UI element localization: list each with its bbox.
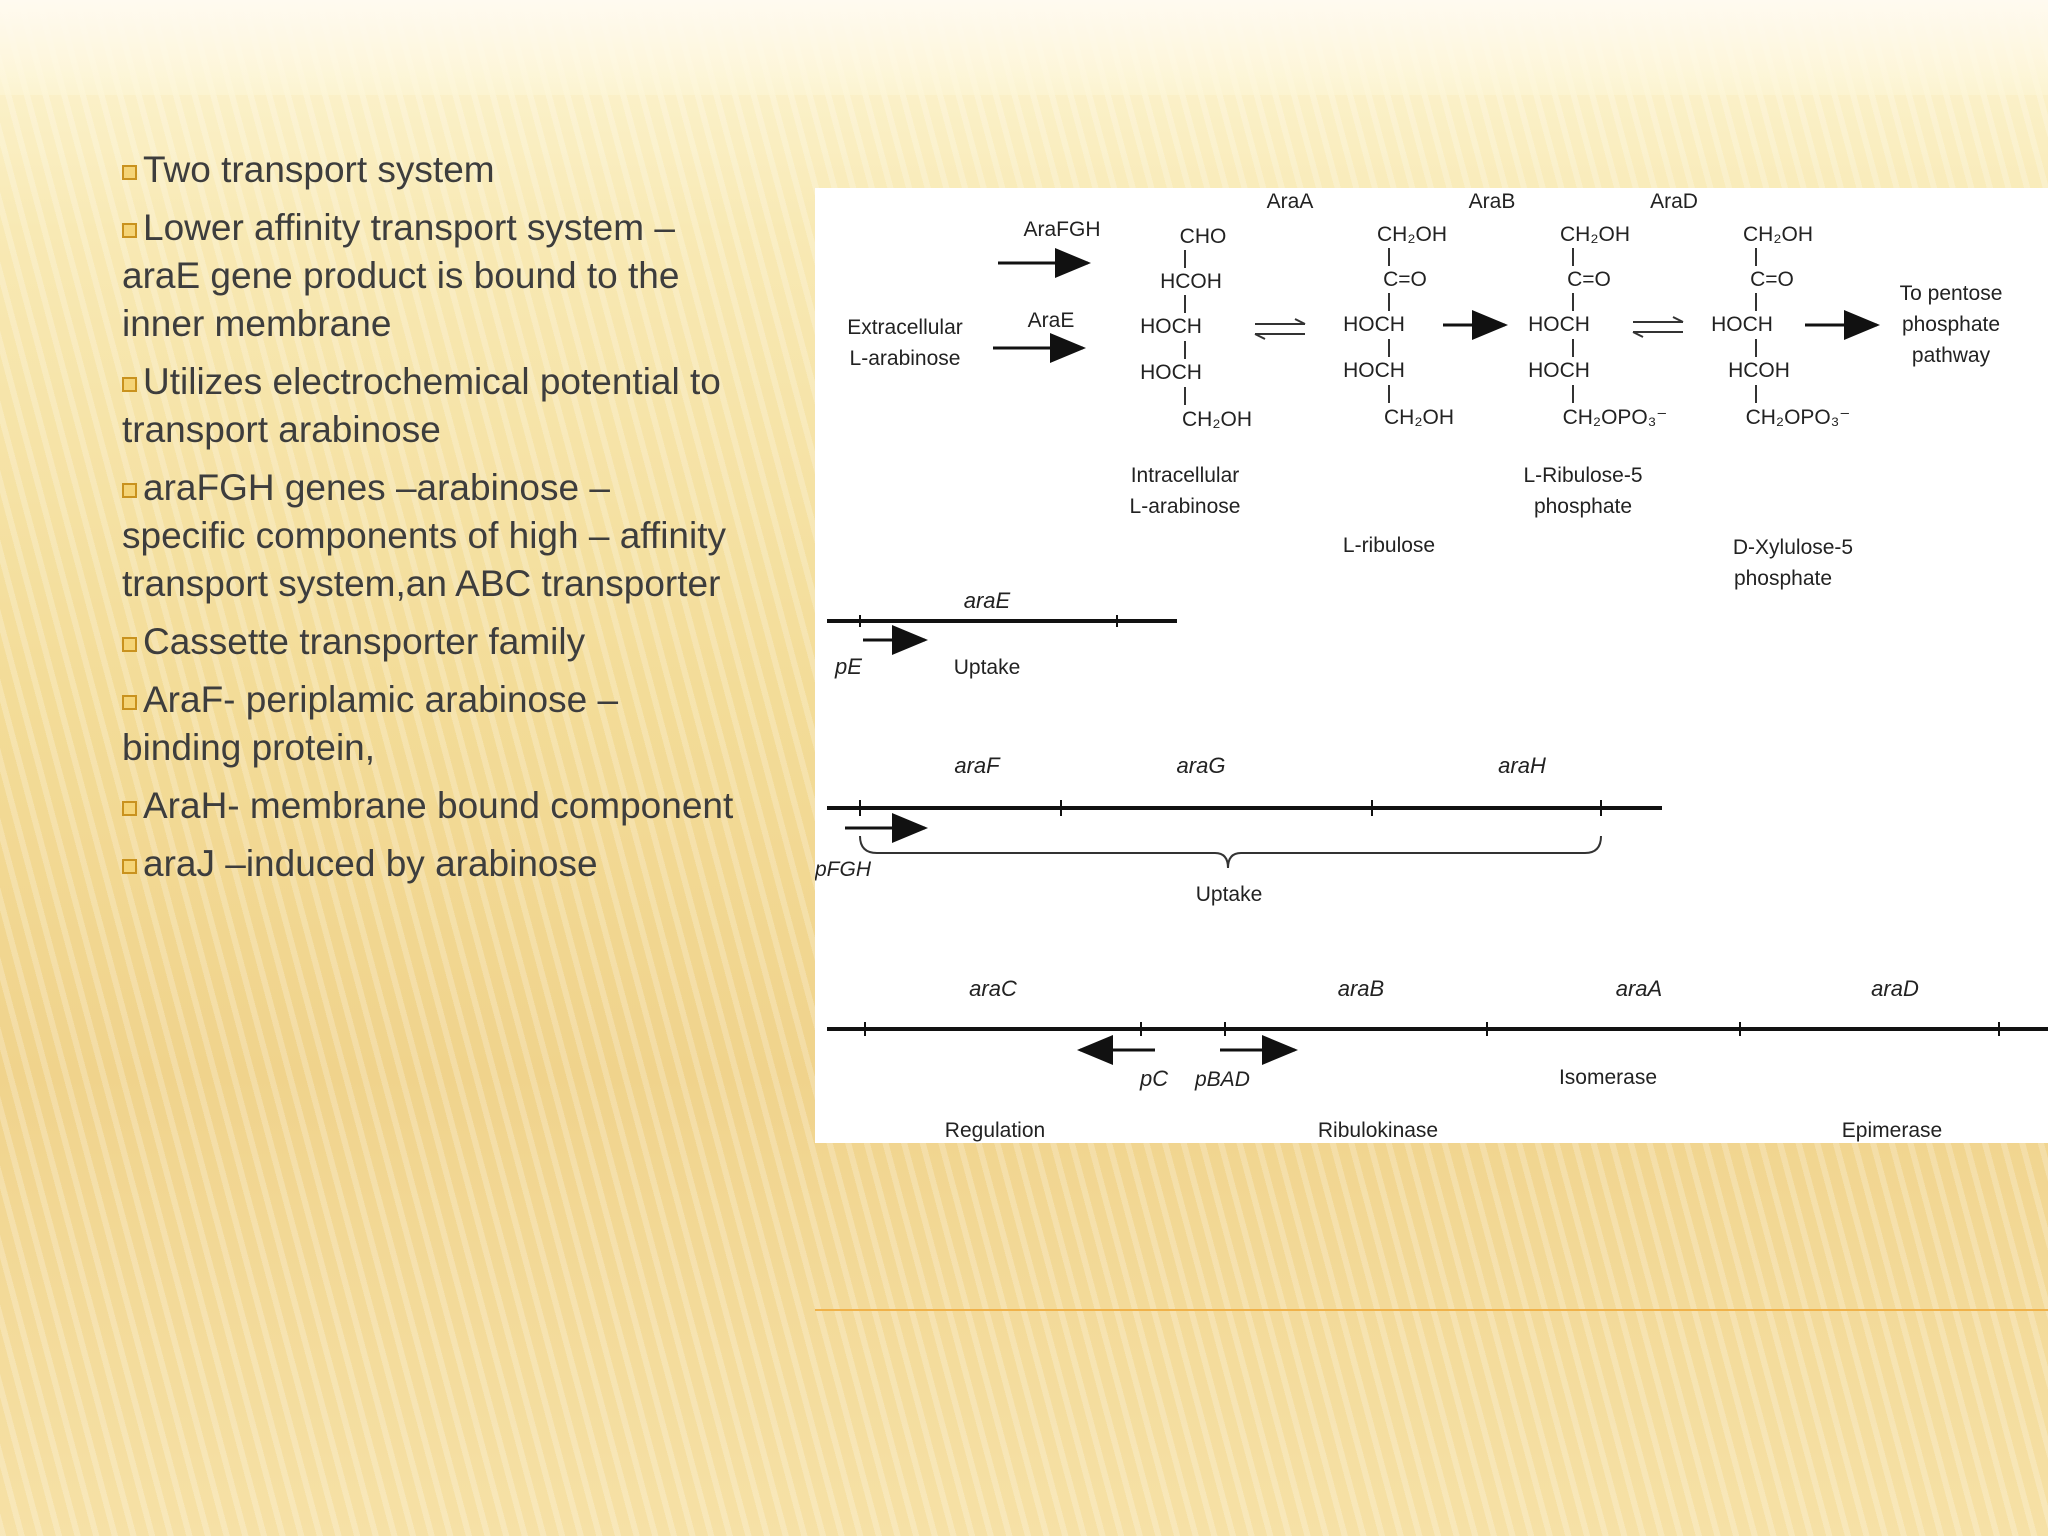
compound-name: L-Ribulose-5 — [1523, 464, 1643, 487]
title-band — [0, 0, 2048, 95]
gene-label: araB — [1337, 976, 1385, 1001]
molecule-group: CH₂OH — [1743, 223, 1813, 246]
gene-label: araC — [969, 976, 1017, 1001]
bullet-item — [122, 618, 742, 666]
bullet-text: Utilizes electrochemical potential to transport arabinose — [122, 361, 721, 450]
bullet-square-icon — [122, 859, 137, 874]
bullet-text: Cassette transporter family — [143, 621, 586, 662]
gene-label: araG — [1176, 753, 1226, 778]
promoter-label: pE — [835, 654, 862, 679]
pathway-label: pathway — [1911, 344, 1991, 367]
enzyme-label: AraE — [1027, 309, 1075, 332]
enzyme-label: AraD — [1650, 190, 1698, 213]
gene-label: araF — [954, 753, 1000, 778]
function-label: Uptake — [953, 656, 1021, 679]
gene-label: araE — [963, 588, 1011, 613]
bullet-text: AraF- periplamic arabinose – binding protein, — [122, 679, 619, 768]
bullet-item — [122, 782, 742, 830]
gene-label: araD — [1871, 976, 1919, 1001]
molecule-group: HCOH — [1728, 359, 1790, 382]
bullet-square-icon — [122, 801, 137, 816]
compound-name: L-arabinose — [1129, 495, 1241, 518]
enzyme-label: AraA — [1266, 190, 1314, 213]
bullet-item — [122, 146, 742, 194]
molecule-group: CH₂OH — [1560, 223, 1630, 246]
molecule-group: HOCH — [1343, 359, 1405, 382]
function-label: Uptake — [1195, 883, 1263, 906]
substrate-label: L-arabinose — [849, 347, 961, 370]
gene-label: araH — [1498, 753, 1546, 778]
compound-name: Intracellular — [1130, 464, 1240, 487]
bullet-square-icon — [122, 165, 137, 180]
molecule-group: CH₂OPO₃⁻ — [1745, 406, 1851, 429]
molecule-group: HOCH — [1343, 313, 1405, 336]
pathway-label: phosphate — [1901, 313, 2001, 336]
uptake-brace — [860, 836, 1601, 868]
gene-label: araA — [1615, 976, 1663, 1001]
function-label: Isomerase — [1558, 1066, 1658, 1089]
bullet-item — [122, 840, 742, 888]
function-label: Epimerase — [1841, 1119, 1943, 1142]
molecule-group: HOCH — [1140, 315, 1202, 338]
bullet-list — [122, 146, 742, 898]
arabinose-pathway-diagram — [815, 188, 2048, 1143]
molecule-group: C=O — [1750, 268, 1794, 291]
compound-name: D-Xylulose-5 — [1732, 536, 1854, 559]
bullet-item — [122, 204, 742, 348]
molecule-group: CH₂OH — [1384, 406, 1454, 429]
bullet-item — [122, 358, 742, 454]
molecule-group: CH₂OPO₃⁻ — [1562, 406, 1668, 429]
diagram-svg — [815, 188, 2048, 1143]
bullet-item — [122, 464, 742, 608]
molecule-group: C=O — [1567, 268, 1611, 291]
enzyme-label: AraFGH — [1023, 218, 1101, 241]
bullet-text: Lower affinity transport system – araE gene product is bound to the inner membrane — [122, 207, 680, 344]
bullet-text: Two transport system — [143, 149, 495, 190]
bullet-text: AraH- membrane bound component — [143, 785, 734, 826]
bullet-text: araJ –induced by arabinose — [143, 843, 598, 884]
bullet-text: araFGH genes –arabinose – specific components of high – affinity transport system,an ABC transporter — [122, 467, 726, 604]
compound-name: phosphate — [1533, 495, 1633, 518]
compound-name: L-ribulose — [1342, 534, 1436, 557]
promoter-label: pBAD — [1195, 1068, 1250, 1091]
function-label: Ribulokinase — [1317, 1119, 1439, 1142]
molecule-group: HOCH — [1140, 361, 1202, 384]
bullet-square-icon — [122, 483, 137, 498]
divider-line — [815, 1309, 2048, 1311]
molecule-group: HOCH — [1528, 359, 1590, 382]
molecule-group: CHO — [1179, 225, 1227, 248]
function-label: Regulation — [944, 1119, 1046, 1142]
bullet-square-icon — [122, 637, 137, 652]
molecule-group: CH₂OH — [1182, 408, 1252, 431]
bullet-square-icon — [122, 223, 137, 238]
bullet-square-icon — [122, 695, 137, 710]
promoter-label: pC — [1140, 1066, 1169, 1091]
molecule-group: C=O — [1383, 268, 1427, 291]
enzyme-label: AraB — [1468, 190, 1516, 213]
compound-name: phosphate — [1733, 567, 1833, 590]
molecule-group: CH₂OH — [1377, 223, 1447, 246]
molecule-group: HOCH — [1711, 313, 1773, 336]
promoter-label: pFGH — [815, 858, 872, 881]
molecule-group: HCOH — [1160, 270, 1222, 293]
bullet-item — [122, 676, 742, 772]
molecule-group: HOCH — [1528, 313, 1590, 336]
pathway-label: To pentose — [1899, 282, 2003, 305]
bullet-square-icon — [122, 377, 137, 392]
substrate-label: Extracellular — [847, 316, 963, 339]
